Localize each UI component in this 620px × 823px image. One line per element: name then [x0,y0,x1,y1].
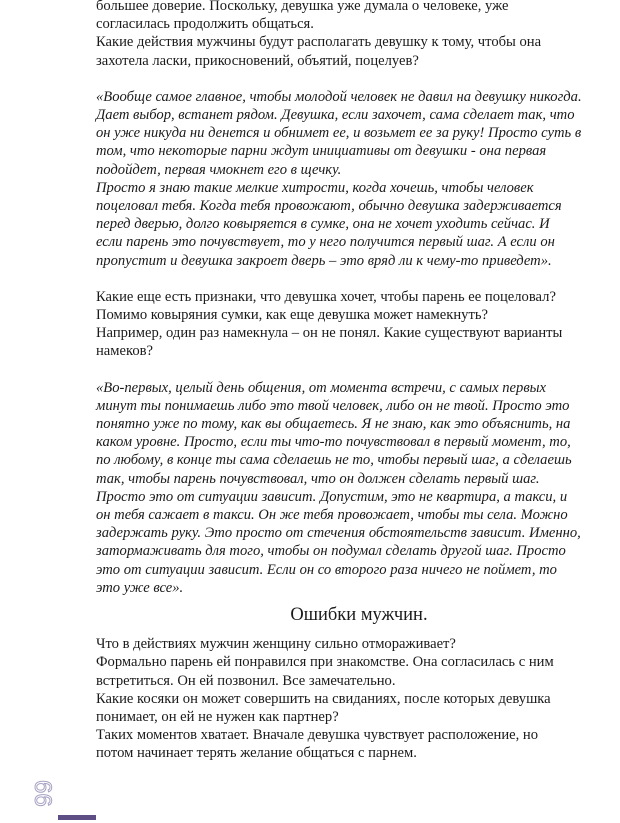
quote-line: Просто это от ситуации зависит. Допустим, это не квартира, а такси, и [96,488,568,505]
quote-line: «Во-первых, целый день общения, от момента встречи, с самых первых [96,379,547,396]
quote-line: каком уровне. Просто, если ты что-то почувствовал в первый момент, то, [96,434,571,451]
text-line: понимает, он ей не нужен как партнер? [96,708,339,725]
quote-line: перед дверью, долго ковыряется в сумке, она не хочет уходить сейчас. И [96,216,550,233]
quote-line: задержать руку. Это просто от стечения обстоятельств зависит. Именно, [96,525,581,542]
text-line: захотела ласки, прикосновений, объятий, поцелуев? [96,52,419,69]
quote-line: так, чтобы парень почувствовал, что он должен сделать первый шаг. [96,470,540,487]
text-line: потом начинает терять желание общаться с парнем. [96,745,417,762]
footer-accent-bar [58,815,96,820]
page-number: 66 [29,780,56,807]
text-line: Что в действиях мужчин женщину сильно отмораживает? [96,636,456,653]
quote-line: том, что некоторые парни ждут инициативы от девушки - она первая [96,143,547,160]
quote-line: по любому, в конце ты сама сделаешь не то, чтобы первый шаг, а сделаешь [96,452,572,469]
text-line: Например, один раз намекнула – он не понял. Какие существуют варианты [96,325,563,342]
quote-line: пропустит и девушка закроет дверь – это вряд ли к чему-то приведет». [96,252,552,269]
text-line: Формально парень ей понравился при знакомстве. Она согласилась с ним [96,654,554,671]
text-line: Какие косяки он может совершить на свиданиях, после которых девушка [96,690,551,707]
quote-second [96,379,616,597]
quote-line: он уже никуда ни денется и обнимет ее, и возьмет ее за руку! Просто суть в [96,125,582,142]
quote-line: затормаживать для того, чтобы он подумал сделать другой шаг. Просто [96,543,566,560]
text-line: Таких моментов хватает. Вначале девушка чувствует расположение, но [96,727,539,744]
page-content [96,0,616,763]
quote-line: Просто я знаю такие мелкие хитрости, когда хочешь, чтобы человек [96,179,534,196]
quote-line: если парень это почувствует, то у него получится первый шаг. А если он [96,234,555,251]
paragraph-section [96,635,616,762]
paragraph-gap [96,361,616,379]
section-heading-text: Ошибки мужчин. [290,605,428,626]
quote-first [96,88,616,270]
text-line: встретиться. Он ей позвонил. Все замечательно. [96,672,396,689]
quote-line: это уже все». [96,579,184,596]
paragraph-intro [96,0,616,70]
quote-line: понятно уже по тому, как вы общаетесь. Я не знаю, как это объяснить, на [96,416,571,433]
quote-line: минут ты понимаешь либо это твой человек, либо он не твой. Просто это [96,397,570,414]
quote-line: Дает выбор, встанет рядом. Девушка, если захочет, сама сделает так, что [96,107,575,124]
text-line: Какие действия мужчины будут располагать девушку к тому, чтобы она [96,34,542,51]
paragraph-gap [96,70,616,88]
quote-line: он тебя сажает в такси. Он же тебя провожает, чтобы ты села. Можно [96,507,568,524]
section-heading [96,603,616,627]
paragraph-gap [96,270,616,288]
text-line: большее доверие. Поскольку, девушка уже думала о человеке, уже [96,0,509,14]
quote-line: это от ситуации зависит. Если он со второго раза ничего не поймет, то [96,561,557,578]
quote-line: поцеловал тебя. Когда тебя провожают, обычно девушка задерживается [96,198,562,215]
quote-line: «Вообще самое главное, чтобы молодой человек не давил на девушку никогда. [96,88,582,105]
text-line: Помимо ковыряния сумки, как еще девушка может намекнуть? [96,307,488,324]
quote-line: подойдет, первая чмокнет его в щечку. [96,161,342,178]
text-line: намеков? [96,343,154,360]
text-line: Какие еще есть признаки, что девушка хочет, чтобы парень ее поцеловал? [96,288,556,305]
paragraph-questions [96,288,616,361]
text-line: согласилась продолжить общаться. [96,16,314,33]
